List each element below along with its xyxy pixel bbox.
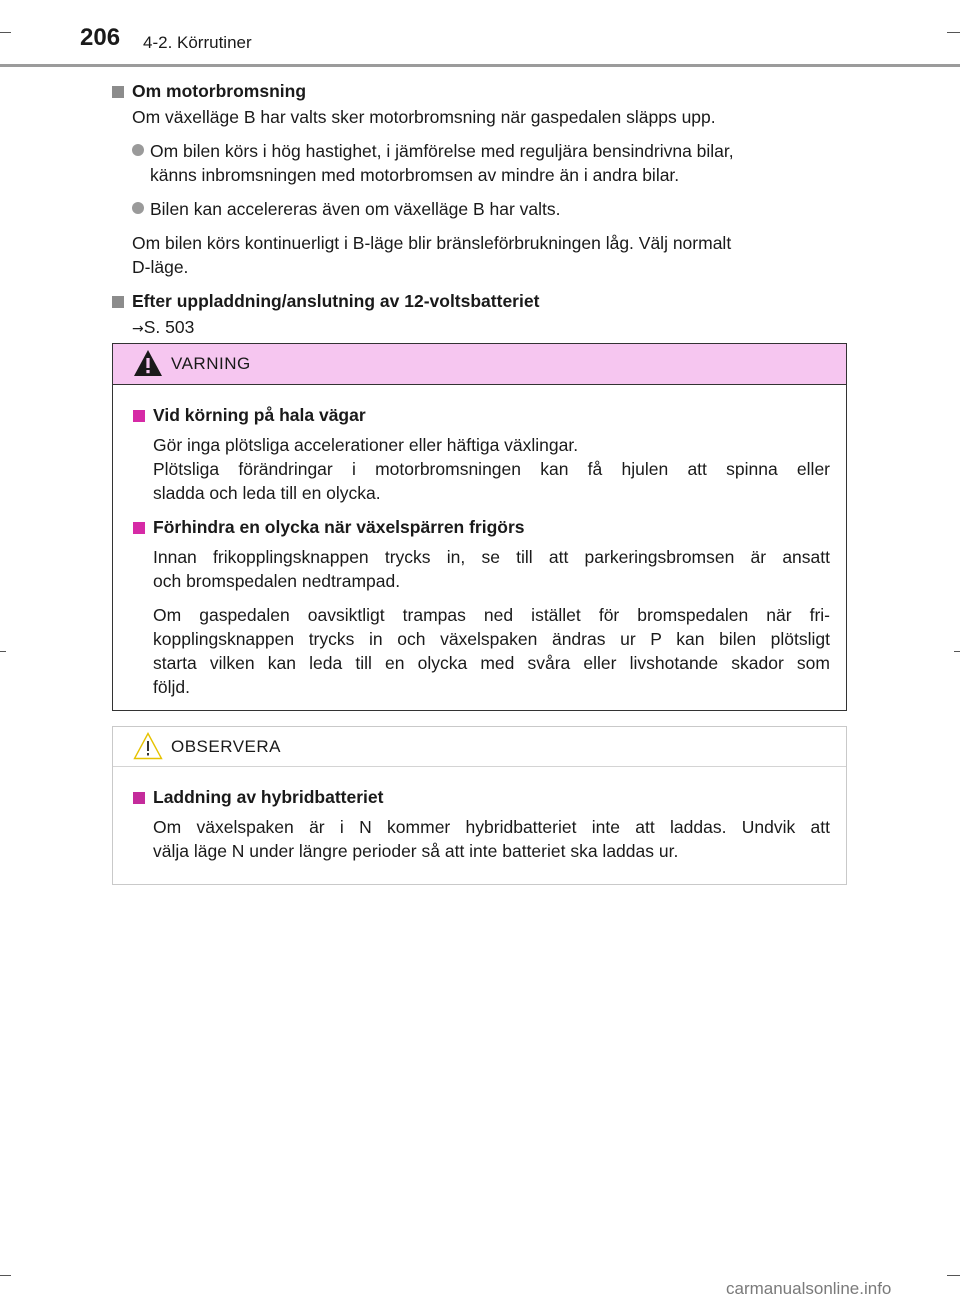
page-number: 206 <box>80 24 121 51</box>
round-bullet-icon <box>132 202 144 214</box>
text-line: Om växelspaken är i N kommer hybridbatteriet inte att laddas. Undvik att <box>153 817 830 837</box>
square-bullet-icon <box>133 792 145 804</box>
square-bullet-icon <box>112 296 124 308</box>
text-line: Gör inga plötsliga accelerationer eller häftiga växlingar. <box>153 435 579 455</box>
warning-triangle-icon <box>133 349 163 377</box>
crop-mark <box>0 32 11 33</box>
caution-triangle-outline-icon <box>133 732 163 760</box>
warning-section-heading <box>133 515 830 539</box>
text-line: starta vilken kan leda till en olycka med svåra eller livshotande skador som <box>153 653 830 673</box>
paragraph <box>132 231 847 279</box>
paragraph <box>153 815 830 863</box>
watermark: carmanualsonline.info <box>726 1279 892 1298</box>
warning-title: VARNING <box>171 354 251 373</box>
bullet-item <box>132 197 847 221</box>
crop-mark <box>0 651 6 652</box>
round-bullet-icon <box>132 144 144 156</box>
text-line: och bromspedalen nedtrampad. <box>153 571 401 591</box>
section-heading-battery <box>112 289 847 313</box>
notice-body <box>113 767 846 863</box>
text-line: sladda och leda till en olycka. <box>153 483 381 503</box>
crop-mark <box>947 32 960 33</box>
text-line: välja läge N under längre perioder så att inte batteriet ska laddas ur. <box>153 841 679 861</box>
paragraph <box>153 603 830 699</box>
warning-section-heading <box>133 403 830 427</box>
paragraph <box>132 105 847 129</box>
page-reference-link[interactable] <box>132 315 847 341</box>
bullet-item <box>132 139 847 187</box>
notice-box <box>112 726 847 885</box>
crop-mark <box>947 1275 960 1276</box>
section-heading-engine-braking <box>112 79 847 103</box>
paragraph <box>153 545 830 593</box>
text-line: Bilen kan accelereras även om växelläge B har valts. <box>150 199 561 219</box>
text-line: Innan frikopplingsknappen trycks in, se till att parkeringsbromsen är ansatt <box>153 547 830 567</box>
section-title: Vid körning på hala vägar <box>153 405 366 425</box>
section-title: Om motorbromsning <box>132 81 307 101</box>
notice-header <box>113 727 846 767</box>
text-line: Om bilen körs i hög hastighet, i jämförelse med reguljära bensindrivna bilar, <box>150 141 734 161</box>
crop-mark <box>954 651 960 652</box>
crop-mark <box>0 1275 11 1276</box>
text-line: Plötsliga förändringar i motorbromsningen kan få hjulen att spinna eller <box>153 459 830 479</box>
text-line: kopplingsknappen trycks in och växelspaken ändras ur P kan bilen plötsligt <box>153 629 830 649</box>
text-line: Om gaspedalen oavsiktligt trampas ned istället för bromspedalen när fri- <box>153 605 830 625</box>
chapter-title: 4-2. Körrutiner <box>143 33 252 52</box>
header-rule <box>0 64 960 67</box>
text-line: Om växelläge B har valts sker motorbromsning när gaspedalen släpps upp. <box>132 107 716 127</box>
arrow-right-icon: → <box>132 321 144 337</box>
section-title: Efter uppladdning/anslutning av 12-voltsbatteriet <box>132 291 540 311</box>
warning-body <box>113 385 846 699</box>
notice-section-heading <box>133 785 830 809</box>
text-line: Om bilen körs kontinuerligt i B-läge blir bränsleförbrukningen låg. Välj normalt <box>132 233 732 253</box>
square-bullet-icon <box>112 86 124 98</box>
square-bullet-icon <box>133 522 145 534</box>
notice-title: OBSERVERA <box>171 737 282 756</box>
square-bullet-icon <box>133 410 145 422</box>
section-title: Förhindra en olycka när växelspärren frigörs <box>153 517 525 537</box>
text-line: följd. <box>153 677 190 697</box>
text-line: känns inbromsningen med motorbromsen av mindre än i andra bilar. <box>150 165 680 185</box>
text-line: D-läge. <box>132 257 189 277</box>
paragraph <box>153 433 830 505</box>
warning-box <box>112 343 847 711</box>
section-title: Laddning av hybridbatteriet <box>153 787 384 807</box>
main-content <box>112 79 847 341</box>
page-reference: S. 503 <box>143 317 195 337</box>
warning-header <box>113 344 846 385</box>
